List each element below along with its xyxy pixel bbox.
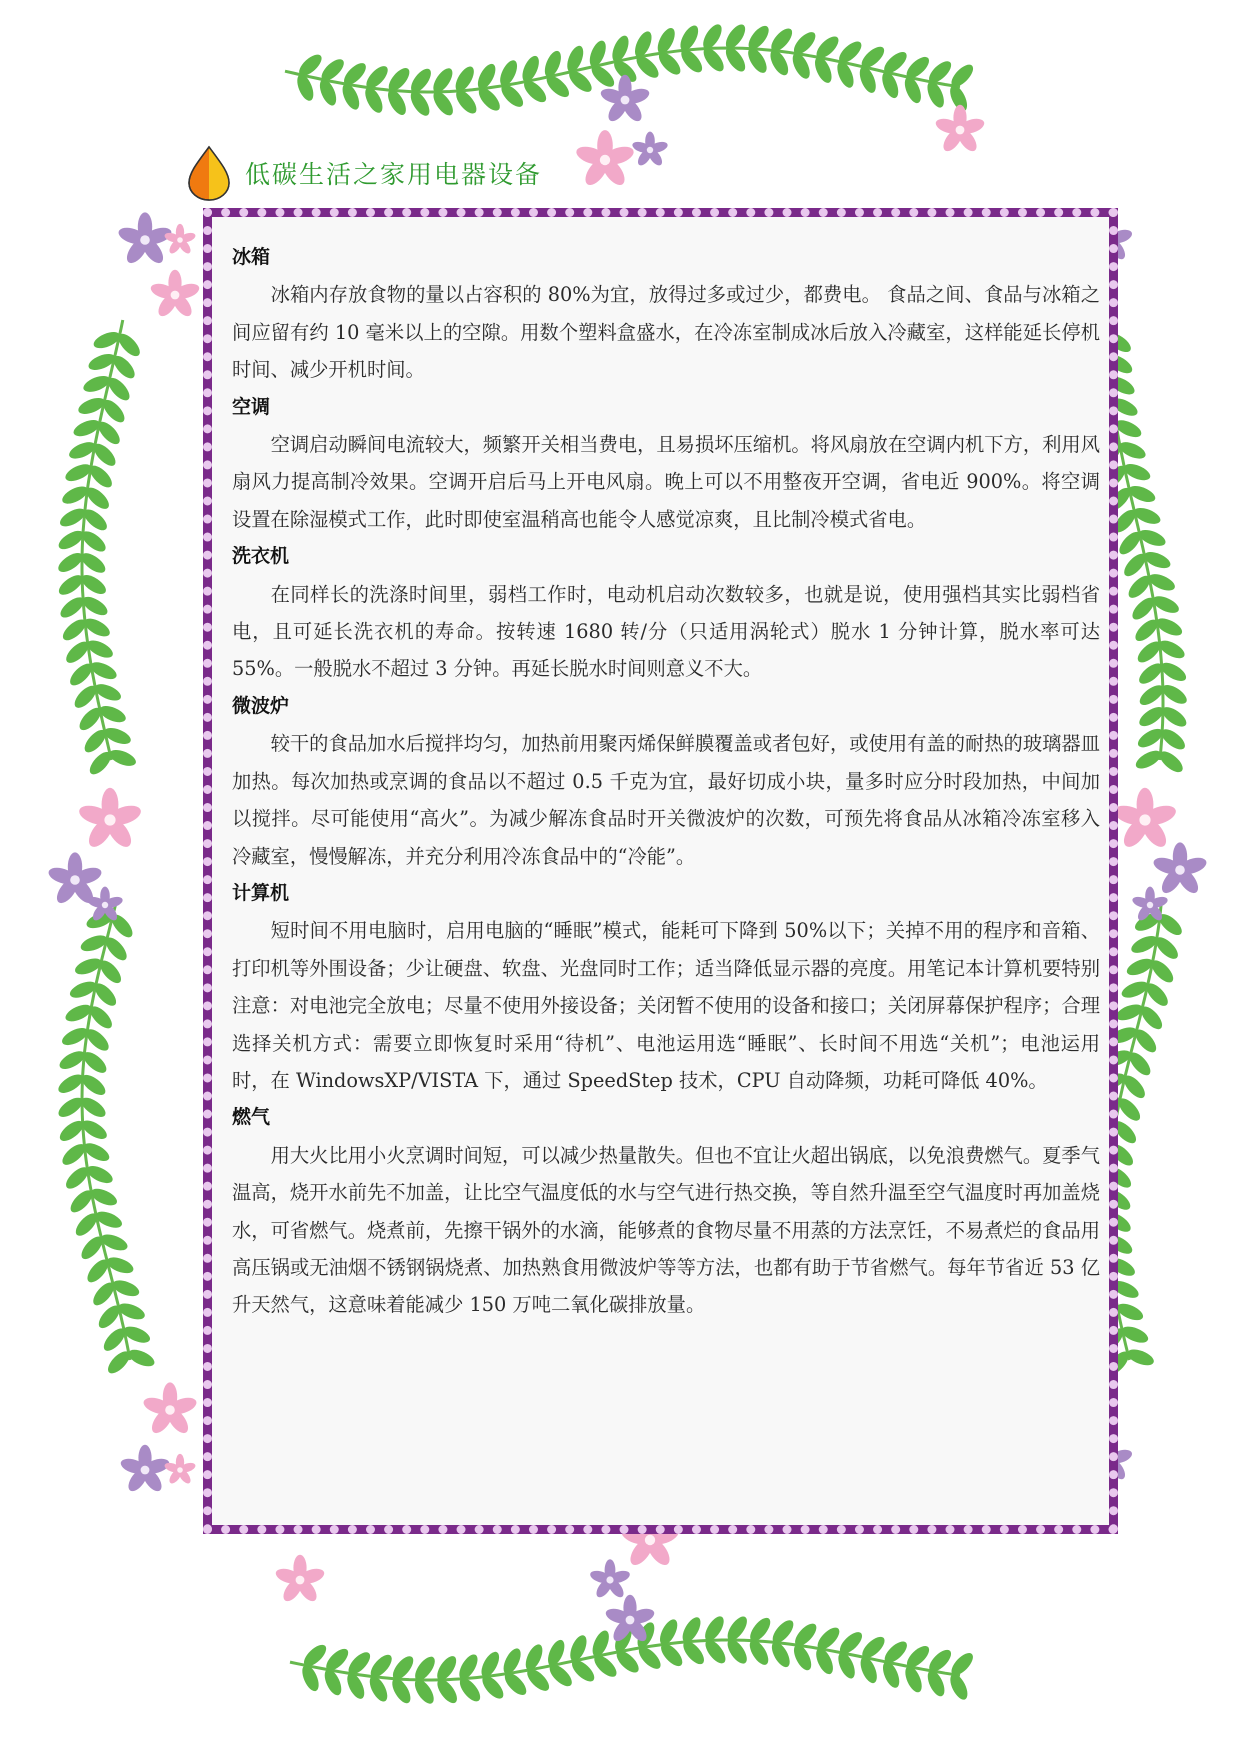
section-gas [232, 1099, 1100, 1323]
section-title: 燃气 [232, 1106, 271, 1129]
section-title: 计算机 [232, 881, 290, 904]
section-air-conditioner [232, 389, 1100, 539]
flower [1112, 788, 1178, 851]
leaf [126, 1346, 157, 1369]
section-text: 较干的食品加水后搅拌均匀，加热前用聚丙烯保鲜膜覆盖或者包好，或使用有盖的耐热的玻璃器皿加热。每次加热或烹调的食品以不超过 0.5 千克为宜，最好切成小块，量多时应分时段加热，中间加以搅拌。尽可能使用“高火”。为减少解冻食品时开关微波炉的次数，可预先将食品从冰箱冷冻室移入冷藏室，慢慢解冻，并充分利用冷冻食品中的“冷能”。 [232, 732, 1100, 868]
section-fridge [232, 239, 1100, 389]
section-text: 空调启动瞬间电流较大，频繁开关相当费电，且易损坏压缩机。将风扇放在空调内机下方，利用风扇风力提高制冷效果。空调开启后马上开电风扇。晚上可以不用整夜开空调，省电近 900%。将空调设置在除湿模式工作，此时即使室温稍高也能令人感觉凉爽，且比制冷模式省电。 [232, 433, 1100, 531]
section-text: 冰箱内存放食物的量以占容积的 80%为宜，放得过多或过少，都费电。 食品之间、食品与冰箱之间应留有约 10 毫米以上的空隙。用数个塑料盒盛水，在冷冻室制成冰后放入冷藏室，这样能延长停机时间、减少开机时间。 [232, 283, 1100, 382]
flower [589, 1559, 632, 1600]
flower [274, 1555, 326, 1605]
content-panel [203, 208, 1118, 1534]
flower [142, 1382, 199, 1436]
section-microwave [232, 688, 1100, 875]
flower [631, 132, 669, 168]
section-title: 冰箱 [232, 246, 271, 268]
section-text: 短时间不用电脑时，启用电脑的“睡眠”模式，能耗可下降到 50%以下；关掉不用的程序和音箱、打印机等外围设备；少让硬盘、软盘、光盘同时工作；适当降低显示器的亮度。用笔记本计算机要特别注意：对电池完全放电；尽量不使用外接设备；关闭暂不使用的设备和接口；关闭屏幕保护程序；合理选择关机方式：需要立即恢复时采用“待机”、电池运用选“睡眠”、长时间不用选“关机”；电池运用时，在 WindowsXP/VISTA 下，通过 SpeedStep 技术，CPU 自动降频，功耗可降低 40%。 [232, 919, 1100, 1092]
flower [934, 105, 986, 155]
flower [117, 212, 174, 266]
content-body [232, 239, 1100, 1324]
section-washing-machine [232, 538, 1100, 688]
flower [149, 270, 201, 320]
page-header [185, 145, 542, 201]
flower [119, 1445, 171, 1495]
section-title: 洗衣机 [232, 545, 290, 568]
flower [574, 130, 636, 189]
flower [77, 788, 143, 851]
section-computer [232, 875, 1100, 1099]
flower [1152, 842, 1209, 896]
section-title: 微波炉 [232, 694, 290, 717]
leaf [1125, 1346, 1156, 1368]
section-text: 用大火比用小火烹调时间短，可以减少热量散失。但也不宜让火超出锅底，以免浪费燃气。夏季气温高，烧开水前先不加盖，让比空气温度低的水与空气进行热交换，等自然升温至空气温度时再加盖烧水，可省燃气。烧煮前，先擦干锅外的水滴，能够煮的食物尽量不用蒸的方法烹饪，不易煮烂的食品用高压锅或无油烟不锈钢锅烧煮、加热熟食用微波炉等等方法，也都有助于节省燃气。每年节省近 53 亿升天然气，这意味着能减少 150 万吨二氧化碳排放量。 [232, 1143, 1100, 1317]
leaf [107, 747, 138, 770]
page-title: 低碳生活之家用电器设备 [245, 160, 543, 189]
flower [163, 1454, 196, 1486]
section-text: 在同样长的洗涤时间里，弱档工作时，电动机启动次数较多，也就是说，使用强档其实比弱档省电，且可延长洗衣机的寿命。按转速 1680 转/分（只适用涡轮式）脱水 1 分钟计算，脱水率可达 55%。一般脱水不超过 3 分钟。再延长脱水时间则意义不大。 [232, 582, 1100, 681]
section-title: 空调 [232, 395, 271, 418]
flame-drop-icon [185, 145, 233, 201]
flower [163, 224, 196, 256]
